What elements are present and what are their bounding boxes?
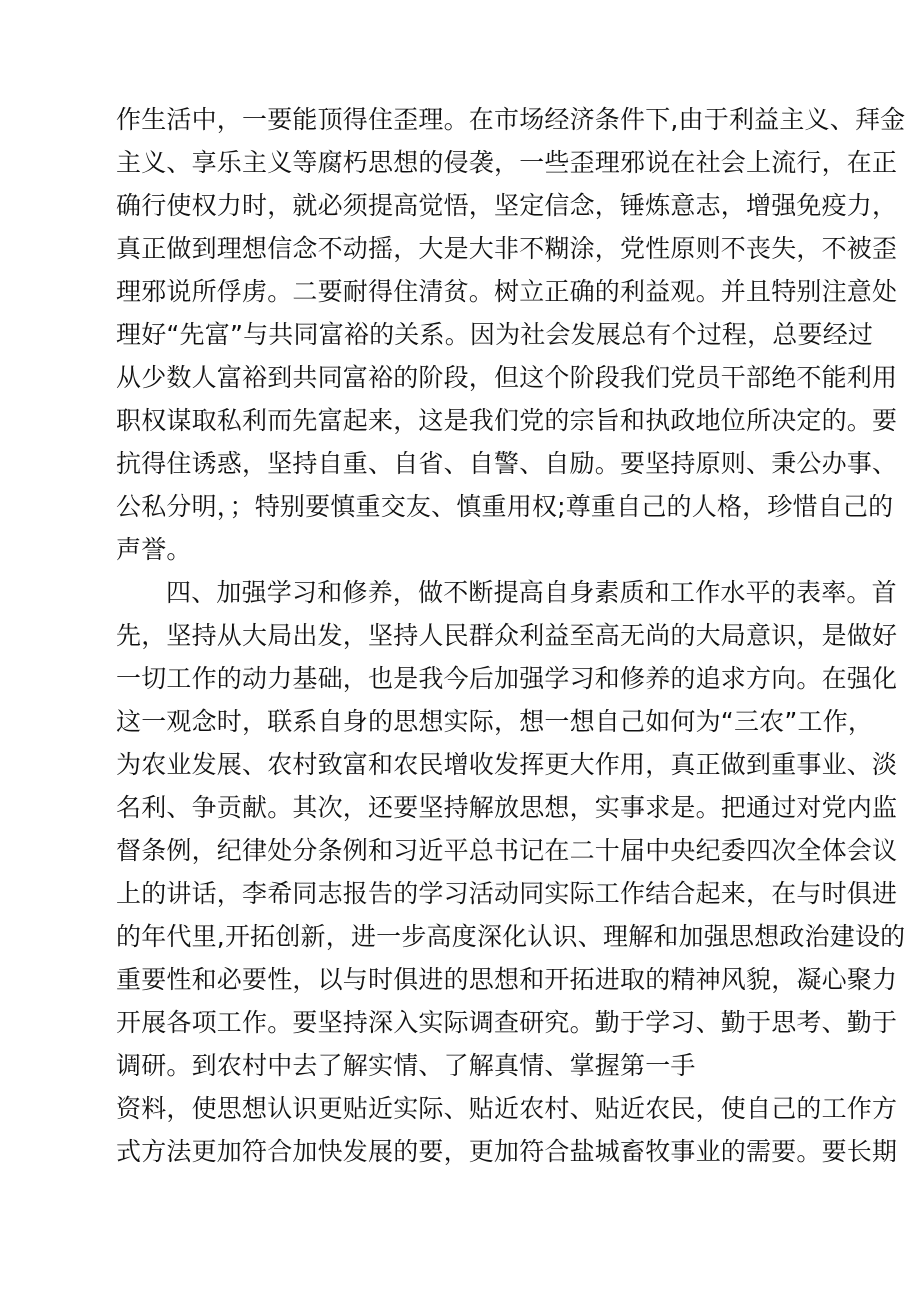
text-line: 资料，使思想认识更贴近实际、贴近农村、贴近农民，使自己的工作方 [116, 1094, 898, 1123]
text-line: 公私分明，；特别要慎重交友、慎重用权;尊重自己的人格，珍惜自己的 [116, 492, 894, 521]
text-line: 开展各项工作。要坚持深入实际调查研究。勤于学习、勤于思考、勤于 [116, 1008, 898, 1037]
text-line: 主义、享乐主义等腐朽思想的侵袭，一些歪理邪说在社会上流行，在正 [116, 148, 898, 177]
text-line: 先，坚持从大局出发，坚持人民群众利益至高无尚的大局意识，是做好 [116, 621, 898, 650]
text-line: 名利、争贡献。其次，还要坚持解放思想，实事求是。把通过对党内监 [116, 793, 898, 822]
text-line: 的年代里,开拓创新，进一步高度深化认识、理解和加强思想政治建设的 [116, 922, 906, 951]
text-line: 理好“先富”与共同富裕的关系。因为社会发展总有个过程，总要经过 [116, 320, 874, 349]
text-line: 确行使权力时，就必须提高觉悟，坚定信念，锤炼意志，增强免疫力， [116, 191, 898, 220]
text-line: 调研。到农村中去了解实情、了解真情、掌握第一手 [116, 1051, 696, 1080]
text-line: 上的讲话，李希同志报告的学习活动同实际工作结合起来，在与时俱进 [116, 879, 898, 908]
text-line: 督条例，纪律处分条例和习近平总书记在二十届中央纪委四次全体会议 [116, 836, 898, 865]
text-line: 式方法更加符合加快发展的要，更加符合盐城畜牧事业的需要。要长期 [116, 1137, 898, 1166]
text-line: 从少数人富裕到共同富裕的阶段，但这个阶段我们党员干部绝不能利用 [116, 363, 898, 392]
text-line: 声誉。 [116, 535, 192, 564]
text-line: 这一观念时，联系自身的思想实际，想一想自己如何为“三农”工作， [116, 707, 874, 736]
text-line: 一切工作的动力基础，也是我今后加强学习和修养的追求方向。在强化 [116, 664, 898, 693]
paragraph-first-line: 四、加强学习和修养，做不断提高自身素质和工作水平的表率。首 [166, 578, 897, 607]
text-line: 作生活中，一要能顶得住歪理。在市场经济条件下,由于利益主义、拜金 [116, 105, 906, 134]
text-line: 抗得住诱惑，坚持自重、自省、自警、自励。要坚持原则、秉公办事、 [116, 449, 898, 478]
text-line: 为农业发展、农村致富和农民增收发挥更大作用，真正做到重事业、淡 [116, 750, 898, 779]
text-line: 真正做到理想信念不动摇，大是大非不糊涂，党性原则不丧失，不被歪 [116, 234, 898, 263]
text-line: 理邪说所俘虏。二要耐得住清贫。树立正确的利益观。并且特别注意处 [116, 277, 898, 306]
text-line: 重要性和必要性，以与时俱进的思想和开拓进取的精神风貌，凝心聚力 [116, 965, 898, 994]
text-line: 职权谋取私利而先富起来，这是我们党的宗旨和执政地位所决定的。要 [116, 406, 898, 435]
